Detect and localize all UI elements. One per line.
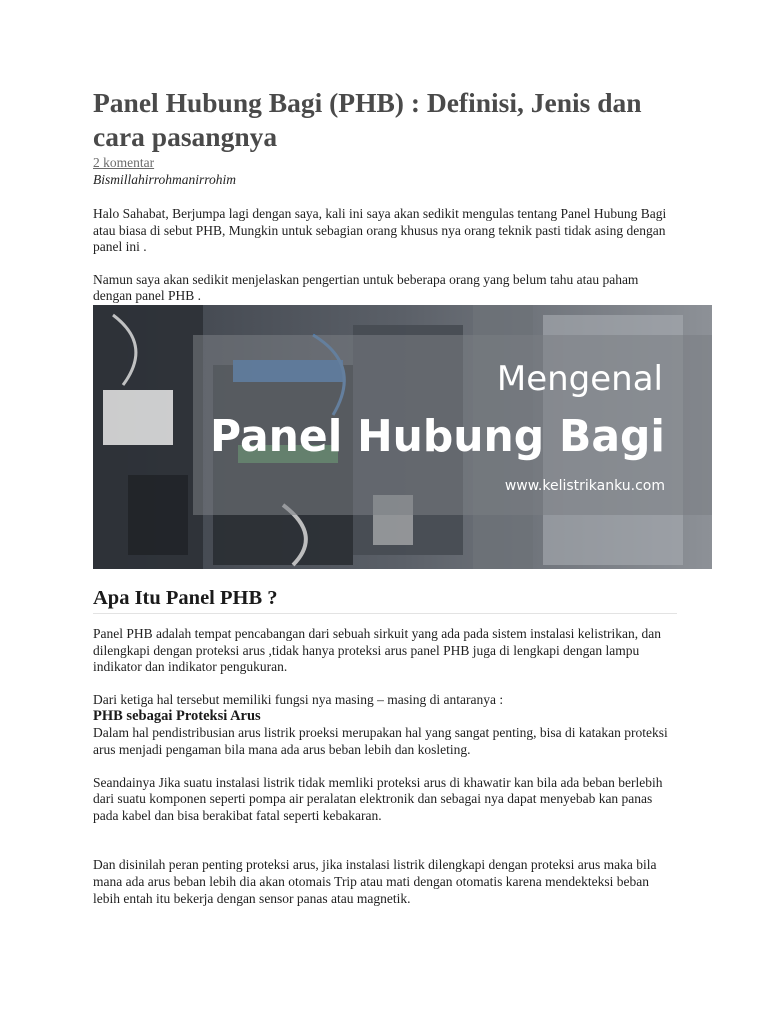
intro-paragraph-2: Namun saya akan sedikit menjelaskan pengertian untuk beberapa orang yang belum tahu atau paham dengan panel PHB . xyxy=(93,271,639,304)
intro-paragraph-1: Halo Sahabat, Berjumpa lagi dengan saya, kali ini saya akan sedikit mengulas tentang Panel Hubung Bagi atau biasa di sebut PHB, Mungkin untuk sebagian orang khusus nya orang teknik pasti tidak asing dengan panel ini . xyxy=(93,206,667,255)
section-paragraph-3: Dalam hal pendistribusian arus listrik proeksi merupakan hal yang sangat penting, bisa di katakan proteksi arus menjadi pengaman bila mana ada arus beban lebih dan kosleting. xyxy=(93,725,668,757)
hero-text-line1: Mengenal xyxy=(496,359,663,399)
article-header xyxy=(93,86,677,305)
section-paragraph-4: Seandainya Jika suatu instalasi listrik tidak memliki proteksi arus di khawatir kan bila ada beban berlebih dari suatu komponen seperti pompa air peralatan elektronik dan sebagai nya dapat menyebab kan panas pada kabel dan bisa berakibat fatal seperti kebakaran. xyxy=(93,774,663,823)
section-paragraph-1: Panel PHB adalah tempat pencabangan dari sebuah sirkuit yang ada pada sistem instalasi kelistrikan, dan dilengkapi dengan proteksi arus ,tidak hanya proteksi arus panel PHB juga di lengkapi dengan lampu indikator dan indikator pengukuran. xyxy=(93,626,661,675)
comments-link[interactable]: 2 komentar xyxy=(93,155,155,170)
section-paragraph-2: Dari ketiga hal tersebut memiliki fungsi nya masing – masing di antaranya : xyxy=(93,691,504,707)
opening-line: Bismillahirrohmanirrohim xyxy=(93,172,237,187)
section-heading: Apa Itu Panel PHB ? xyxy=(93,585,677,614)
section-body xyxy=(93,626,677,907)
section-paragraph-5: Dan disinilah peran penting proteksi arus, jika instalasi listrik dilengkapi dengan proteksi arus maka bila mana ada arus beban lebih dia akan otomais Trip atau mati dengan otomatis karena mendekteksi beban lebih entah itu bekerja dengan sensor panas atau magnetik. xyxy=(93,857,657,906)
hero-text-line2: Panel Hubung Bagi xyxy=(210,411,665,462)
subheading-proteksi-arus: PHB sebagai Proteksi Arus xyxy=(93,708,261,725)
hero-image xyxy=(93,305,712,569)
hero-text-url: www.kelistrikanku.com xyxy=(504,478,665,494)
article-title: Panel Hubung Bagi (PHB) : Definisi, Jenis dan cara pasangnya xyxy=(93,87,642,152)
